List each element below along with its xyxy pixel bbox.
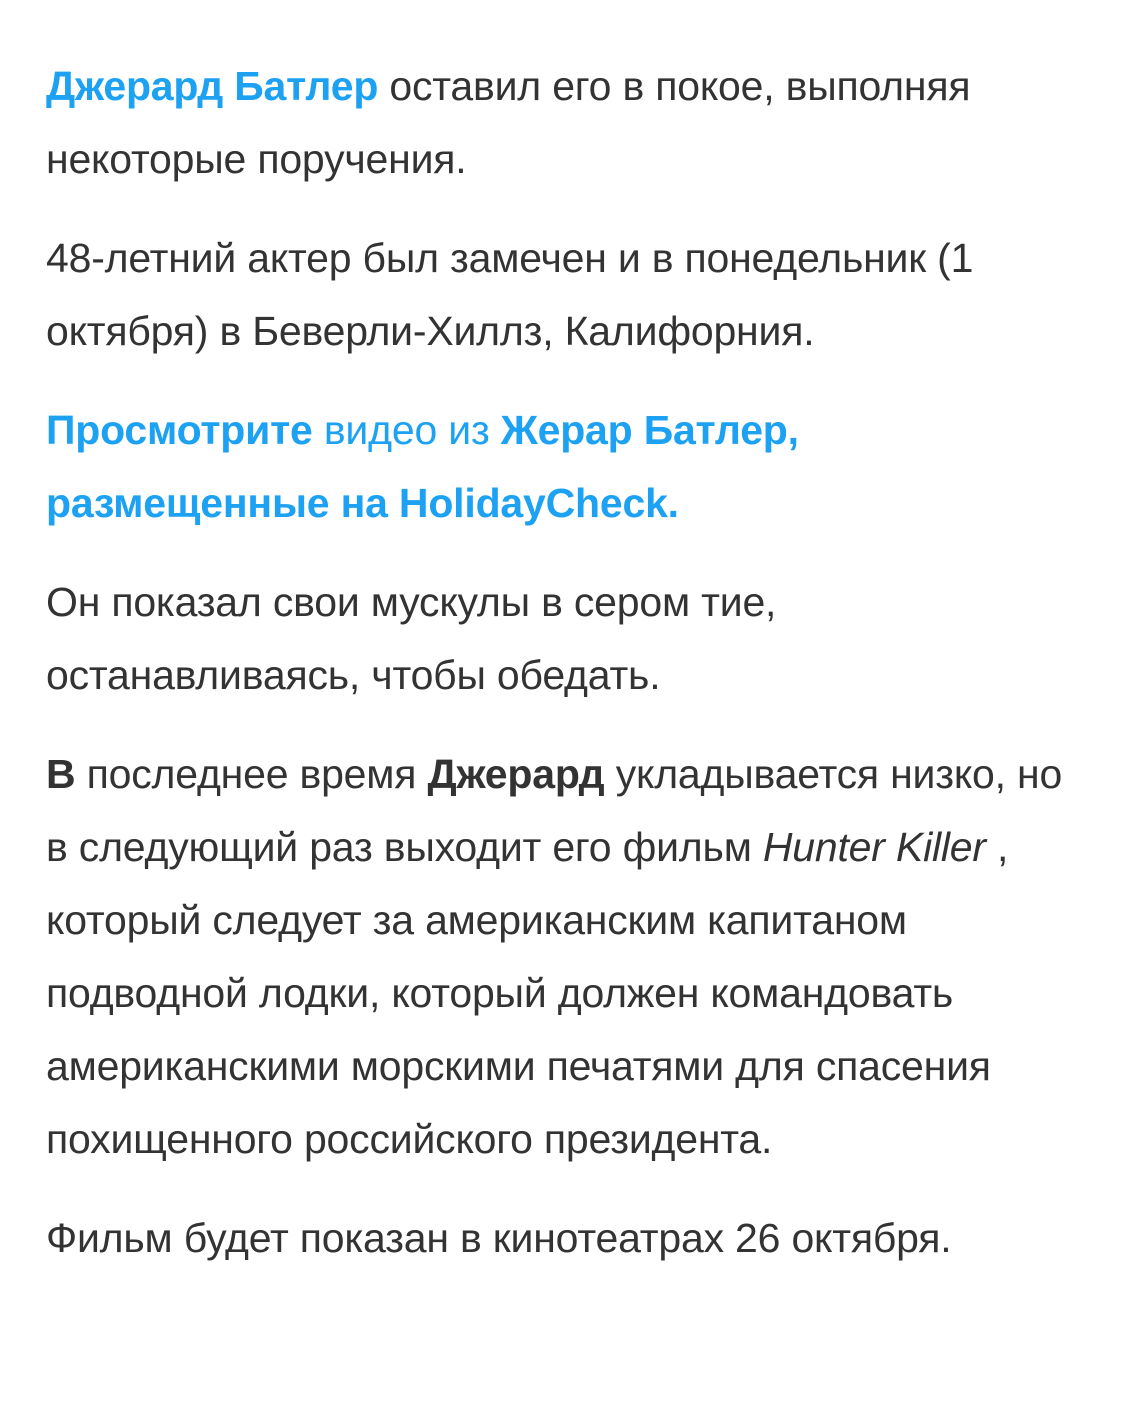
paragraph-5-text-1: последнее время <box>75 751 428 797</box>
paragraph-3-text: видео из <box>312 407 501 453</box>
paragraph-1 <box>46 50 1085 196</box>
paragraph-5-text-3: , который следует за американским капитаном подводной лодки, который должен командовать американскими морскими печатями для спасения похищенного российского президента. <box>46 824 1009 1162</box>
paragraph-3 <box>46 394 1085 540</box>
gerard-butler-link[interactable]: Джерард Батлер <box>46 63 379 109</box>
paragraph-6-text: Фильм будет показан в кинотеатрах 26 октября. <box>46 1215 952 1261</box>
paragraph-5-bold-2: Джерард <box>427 751 605 797</box>
paragraph-2 <box>46 222 1085 368</box>
paragraph-4 <box>46 566 1085 712</box>
film-title: Hunter Killer <box>762 824 986 870</box>
paragraph-1-text: оставил его в покое, выполняя некоторые поручения. <box>46 63 971 182</box>
paragraph-4-text: Он показал свои мускулы в сером тие, останавливаясь, чтобы обедать. <box>46 579 777 698</box>
paragraph-5 <box>46 738 1085 1176</box>
paragraph-5-bold-1: В <box>46 751 76 797</box>
paragraph-6 <box>46 1202 1085 1275</box>
holidaycheck-link[interactable]: Жерар Батлер, размещенные на HolidayCheck. <box>46 407 799 526</box>
paragraph-5-text-2: укладывается низко, но в следующий раз выходит его фильм <box>46 751 1063 870</box>
paragraph-2-text: 48-летний актер был замечен и в понедельник (1 октября) в Беверли-Хиллз, Калифорния. <box>46 235 974 354</box>
view-link[interactable]: Просмотрите <box>46 407 313 453</box>
